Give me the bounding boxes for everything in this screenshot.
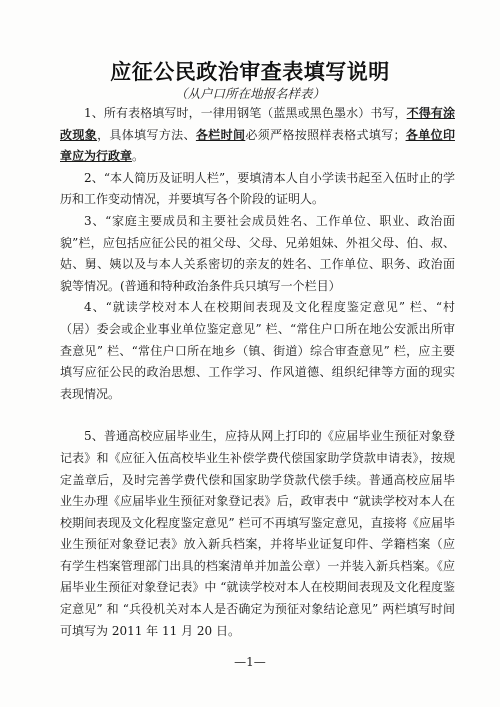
- p1-emphasis-no-alteration: 不得有涂改现象: [60, 106, 455, 142]
- instruction-paragraph-1: [60, 103, 455, 168]
- instruction-paragraph-4: 4、“就读学校对本人在校期间表现及文化程度鉴定意见” 栏、“村（居）委会或企业事业单位鉴定意见” 栏、“常住户口所在地公安派出所审查意见” 栏、“常住户口所在地乡（镇、街道）综合审查意见” 栏，应主要填写应征公民的政治思想、工作学习、作风道德、组织纪律等方面的现实表现情况。: [60, 300, 455, 401]
- p1-emphasis-time-columns: 各栏时间: [195, 127, 246, 142]
- page-number: —1—: [234, 655, 266, 669]
- instruction-paragraph-3: 3、“家庭主要成员和主要社会成员姓名、工作单位、职业、政治面貌”栏，应包括应征公民的祖父母、父母、兄弟姐妹、外祖父母、伯、叔、姑、舅、姨以及与本人关系密切的亲友的姓名、工作单位、职务、政治面貌等情况。(普通和特种政治条件兵只填写一个栏目）: [60, 213, 455, 293]
- page-subtitle: （从户口所在地报名样表）: [174, 86, 325, 101]
- p1-emphasis-seal: 各单位印章应为行政章: [60, 127, 455, 164]
- p1-text-2: ，具体填写方法、: [97, 127, 196, 142]
- instruction-paragraph-5: 5、普通高校应届毕业生，应持从网上打印的《应届毕业生预征对象登记表》和《应征入伍高校毕业生补偿学费代偿国家助学贷款申请表》，按规定盖章后，及时完善学费代偿和国家助学贷款代偿手续。普通高校应届毕业生办理《应届毕业生预征对象登记表》后，政审表中 “就读学校对本人在校期间表现及文化程度鉴定意见” 栏可不再填写鉴定意见，直接将《应届毕业生预征对象登记表》放入新兵档案，并将毕业证复印件、学籍档案（应有学生档案管理部门出具的档案清单并加盖公章）一并装入新兵档案。《应届毕业生预征对象登记表》中 “就读学校对本人在校期间表现及文化程度鉴定意见” 和 “兵役机关对本人是否确定为预征对象结论意见” 两栏填写时间可填写为 2011 年 11 月 20 日。: [60, 429, 455, 638]
- instruction-paragraph-2: 2、“本人简历及证明人栏”，要填清本人自小学读书起至入伍时止的学历和工作变动情况，并要填写各个阶段的证明人。: [60, 170, 455, 207]
- p1-text-4: 。: [132, 149, 145, 164]
- instructions-body: [60, 103, 455, 642]
- page-title: 应征公民政治审查表填写说明: [110, 60, 390, 84]
- paragraph-spacer: [60, 405, 455, 426]
- p1-text-1: 1、所有表格填写时，一律用钢笔（蓝黑或黑色墨水）书写，: [84, 106, 407, 120]
- p1-text-3: 必须严格按照样表格式填写；: [245, 127, 406, 142]
